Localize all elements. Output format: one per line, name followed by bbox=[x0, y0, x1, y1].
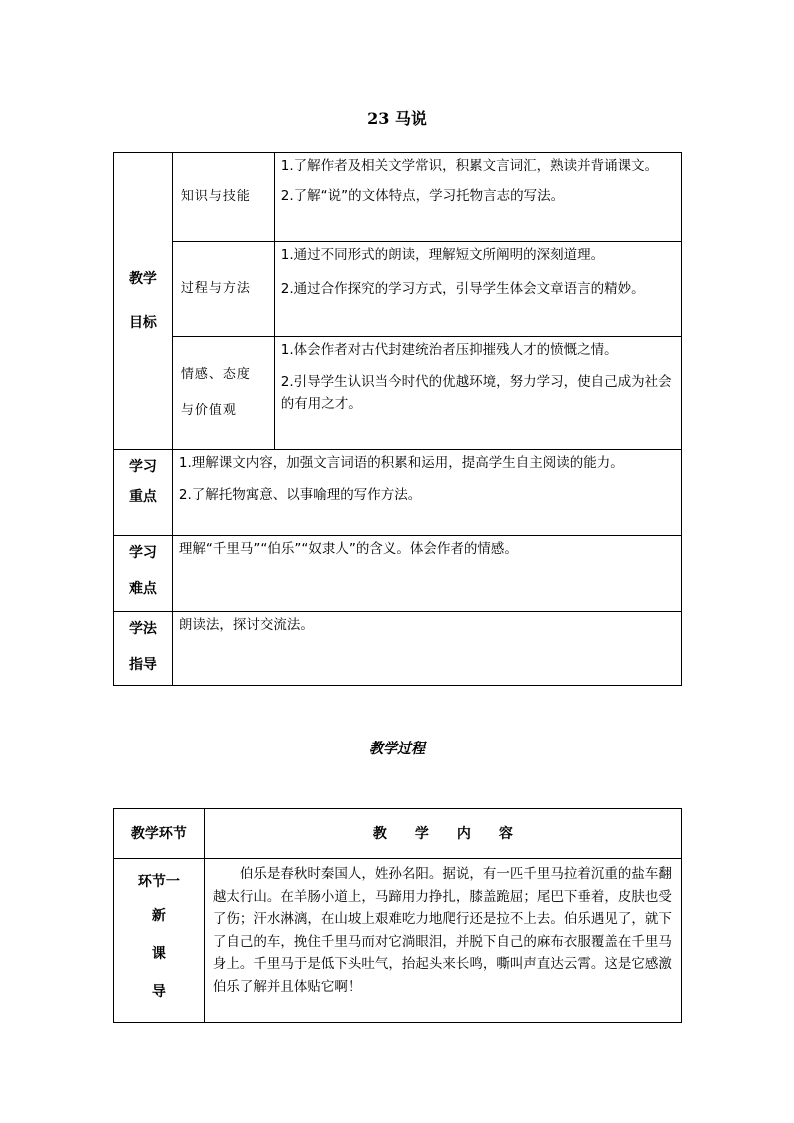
objectives-table bbox=[113, 152, 682, 686]
page-title: 23 马说 bbox=[367, 109, 427, 128]
method-text: 朗读法，探讨交流法。 bbox=[172, 612, 681, 686]
process-col-content-header: 教 学 内 容 bbox=[204, 809, 681, 859]
process-table bbox=[113, 808, 682, 1023]
process-step-label: 环节一 新 课 导 bbox=[114, 859, 205, 1023]
objective-items-knowledge: 1.了解作者及相关文学常识，积累文言词汇，熟读并背诵课文。 2.了解“说”的文体特点，学习托物言志的写法。 bbox=[274, 153, 681, 242]
method-label: 学法 指导 bbox=[114, 612, 173, 686]
process-title: 教学过程 bbox=[369, 741, 425, 757]
difficulty-label: 学习 难点 bbox=[114, 536, 173, 612]
objective-category-emotion: 情感、态度 与价值观 bbox=[172, 337, 274, 450]
focus-label: 学习 重点 bbox=[114, 450, 173, 536]
process-col-step-header: 教学环节 bbox=[114, 809, 205, 859]
objective-category-knowledge: 知识与技能 bbox=[172, 153, 274, 242]
difficulty-text: 理解“千里马”“伯乐”“奴隶人”的含义。体会作者的情感。 bbox=[172, 536, 681, 612]
objective-items-process: 1.通过不同形式的朗读，理解短文所阐明的深刻道理。 2.通过合作探究的学习方式，引导学生体会文章语言的精妙。 bbox=[274, 242, 681, 337]
objective-category-process: 过程与方法 bbox=[172, 242, 274, 337]
process-step-content: 伯乐是春秋时秦国人，姓孙名阳。据说，有一匹千里马拉着沉重的盐车翻越太行山。在羊肠小道上，马蹄用力挣扎，膝盖跪屈；尾巴下垂着，皮肤也受了伤；汗水淋漓，在山坡上艰难吃力地爬行还是拉不上去。伯乐遇见了，就下了自己的车，挽住千里马而对它淌眼泪，并脱下自己的麻布衣服覆盖在千里马身上。千里马于是低下头吐气，抬起头来长鸣，嘶叫声直达云霄。这是它感激伯乐了解并且体贴它啊！ bbox=[204, 859, 681, 1023]
objectives-label: 教学 目标 bbox=[114, 153, 173, 450]
objective-items-emotion: 1.体会作者对古代封建统治者压抑摧残人才的愤慨之情。 2.引导学生认识当今时代的优越环境，努力学习，使自己成为社会的有用之才。 bbox=[274, 337, 681, 450]
focus-items: 1.理解课文内容，加强文言词语的积累和运用，提高学生自主阅读的能力。 2.了解托物寓意、以事喻理的写作方法。 bbox=[172, 450, 681, 536]
